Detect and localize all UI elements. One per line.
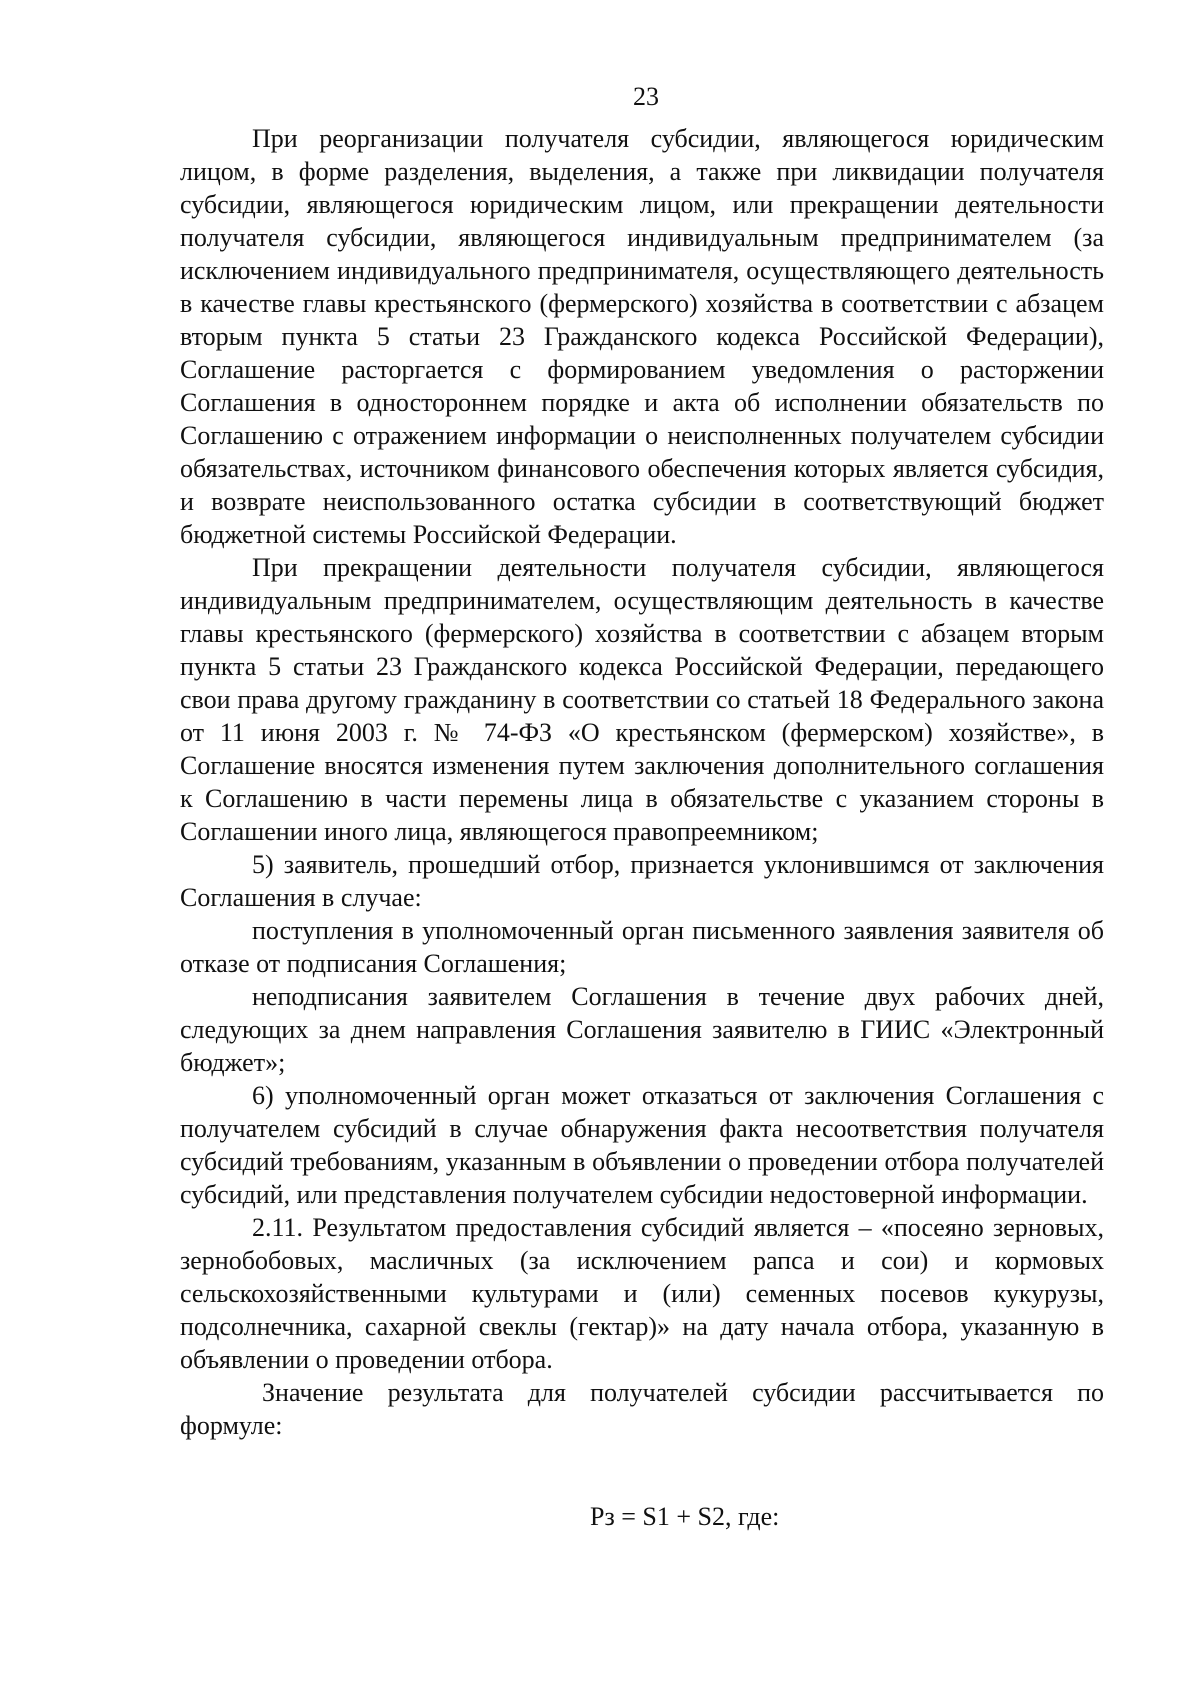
paragraph-section-2-11: 2.11. Результатом предоставления субсидий является – «посеяно зерновых, зернобобовых, масличных (за исключением рапса и сои) и кормовых сельскохозяйственными культурами и (или) семенных посевов кукурузы, подсолнечника, сахарной свеклы (гектар)» на дату начала отбора, указанную в объявлении о проведении отбора. [180, 1213, 1104, 1374]
document-body [180, 122, 1104, 1442]
paragraph-termination-farmer: При прекращении деятельности получателя субсидии, являющегося индивидуальным предпринимателем, осуществляющим деятельность в качестве главы крестьянского (фермерского) хозяйства в соответствии с абзацем вторым пункта 5 статьи 23 Гражданского кодекса Российской Федерации, передающего свои права другому гражданину в соответствии со статьей 18 Федерального закона от 11 июня 2003 г. № 74-ФЗ «О крестьянском (фермерском) хозяйстве», в Соглашение вносятся изменения путем заключения дополнительного соглашения к Соглашению в части перемены лица в обязательстве с указанием стороны в Соглашении иного лица, являющегося правопреемником; [180, 553, 1104, 846]
paragraph-reorganization: При реорганизации получателя субсидии, являющегося юридическим лицом, в форме разделения, выделения, а также при ликвидации получателя субсидии, являющегося юридическим лицом, или прекращении деятельности получателя субсидии, являющегося индивидуальным предпринимателем (за исключением индивидуального предпринимателя, осуществляющего деятельность в качестве главы крестьянского (фермерского) хозяйства в соответствии с абзацем вторым пункта 5 статьи 23 Гражданского кодекса Российской Федерации), Соглашение расторгается с формированием уведомления о расторжении Соглашения в одностороннем порядке и акта об исполнении обязательств по Соглашению с отражением информации о неисполненных получателем субсидии обязательствах, источником финансового обеспечения которых является субсидия, и возврате неиспользованного остатка субсидии в соответствующий бюджет бюджетной системы Российской Федерации. [180, 124, 1104, 549]
paragraph-written-refusal: поступления в уполномоченный орган письменного заявления заявителя об отказе от подписания Соглашения; [180, 916, 1104, 978]
page-number: 23 [633, 82, 659, 111]
result-formula: Рз = S1 + S2, где: [590, 1502, 780, 1531]
paragraph-result-value: Значение результата для получателей субсидии рассчитывается по формуле: [180, 1378, 1104, 1440]
paragraph-item-6: 6) уполномоченный орган может отказаться от заключения Соглашения с получателем субсидий в случае обнаружения факта несоответствия получателя субсидий требованиям, указанным в объявлении о проведении отбора получателей субсидий, или представления получателем субсидии недостоверной информации. [180, 1081, 1104, 1209]
paragraph-non-signing: неподписания заявителем Соглашения в течение двух рабочих дней, следующих за днем направления Соглашения заявителю в ГИИС «Электронный бюджет»; [180, 982, 1104, 1077]
paragraph-item-5: 5) заявитель, прошедший отбор, признается уклонившимся от заключения Соглашения в случае: [180, 850, 1104, 912]
